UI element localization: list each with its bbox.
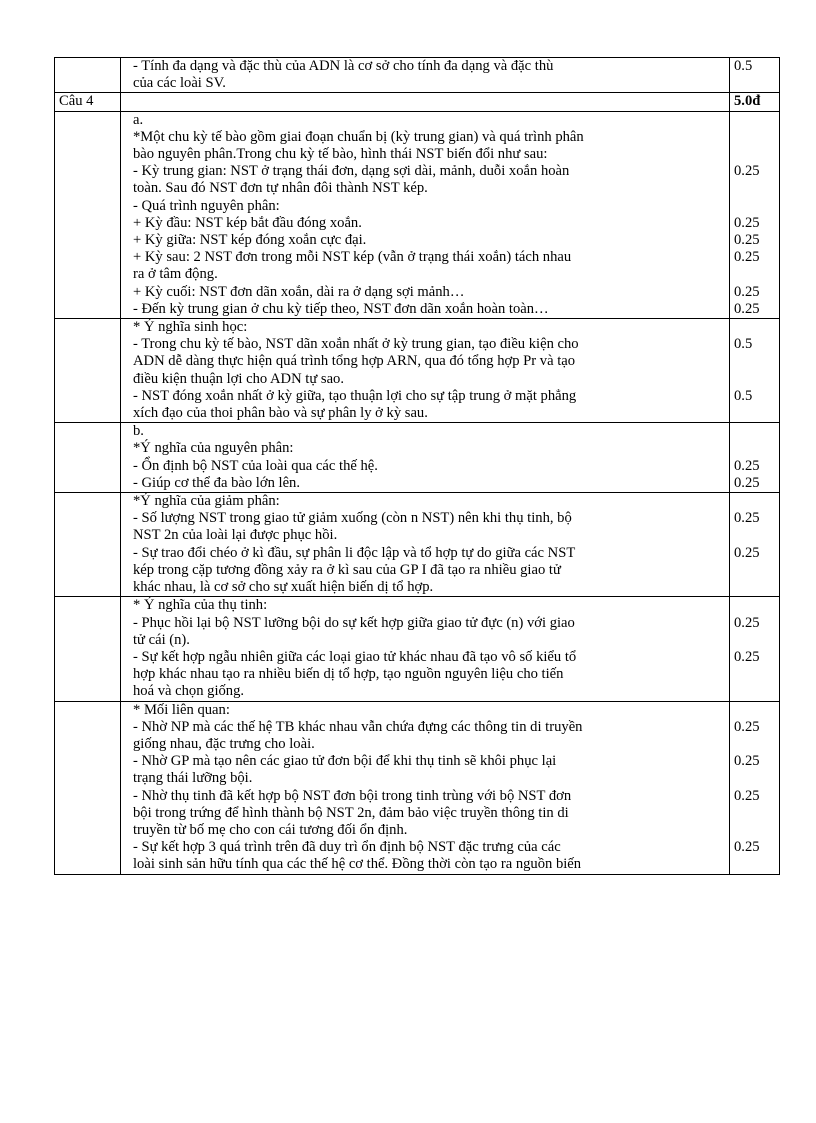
score-cell [730,423,780,493]
table-row [55,319,780,423]
score-value [734,822,775,839]
answer-line: xích đạo của thoi phân bào và sự phân ly ở kỳ sau. [133,405,428,422]
answer-key-body [55,58,780,875]
answer-line: kép trong cặp tương đồng xảy ra ở kì sau của GP I đã tạo ra nhiều giao tử [133,561,561,578]
answer-line: * Mối liên quan: [133,701,230,718]
answer-line: hợp khác nhau tạo ra nhiều biến dị tổ hợp, tạo nguồn nguyên liệu cho tiến [133,666,564,683]
table-row [55,423,780,493]
table-row [55,58,780,93]
answer-content-cell [121,319,730,423]
score-value: 0.25 [734,510,760,527]
score-value [734,493,775,510]
answer-content-cell [121,701,730,874]
answer-line: toàn. Sau đó NST đơn tự nhân đôi thành NST kép. [133,180,428,197]
score-value [734,180,775,197]
score-cell [730,111,780,318]
score-value: 0.25 [734,753,760,770]
question-label-cell [55,58,121,93]
score-value [734,597,775,614]
answer-line: *Một chu kỳ tế bào gồm giai đoạn chuẩn bị (kỳ trung gian) và quá trình phân [133,128,584,145]
score-value: 0.5 [734,387,753,404]
score-value: 0.25 [734,544,760,561]
score-value [734,770,775,787]
score-value [734,146,775,163]
answer-content-cell [121,58,730,93]
question-label-cell [55,493,121,597]
score-value: 5.0đ [734,93,761,110]
question-label-cell [55,423,121,493]
answer-line: loài sinh sản hữu tính qua các thế hệ cơ thể. Đồng thời còn tạo ra nguồn biến [133,856,582,873]
score-value: 0.25 [734,214,760,231]
score-cell [730,93,780,111]
answer-line: giống nhau, đặc trưng cho loài. [133,735,315,752]
answer-content-cell [121,111,730,318]
score-value [734,440,775,457]
answer-line: *Ý nghĩa của nguyên phân: [133,440,294,457]
score-value [734,319,775,336]
score-value: 0.25 [734,474,760,491]
answer-line: bào nguyên phân.Trong chu kỳ tế bào, hình thái NST biến đổi như sau: [133,146,548,163]
question-label-cell [55,701,121,874]
answer-line: b. [133,423,144,440]
score-value [734,632,775,649]
answer-line: - Sự trao đổi chéo ở kì đầu, sự phân li độc lập và tổ hợp tự do giữa các NST [133,544,576,561]
score-value: 0.25 [734,718,760,735]
answer-line: ra ở tâm động. [133,266,218,283]
answer-line: truyền từ bố mẹ cho con cái tương đối ổn định. [133,821,408,838]
answer-content-cell [121,423,730,493]
answer-key-table [54,57,780,875]
score-cell [730,58,780,93]
table-row [55,93,780,111]
score-value [734,736,775,753]
answer-line: - Giúp cơ thể đa bào lớn lên. [133,474,301,491]
answer-line: - Sự kết hợp ngẫu nhiên giữa các loại giao tử khác nhau đã tạo vô số kiểu tổ [133,648,577,665]
score-value [734,129,775,146]
score-cell [730,493,780,597]
answer-line: - Sự kết hợp 3 quá trình trên đã duy trì ổn định bộ NST đặc trưng của các [133,839,561,856]
score-value [734,805,775,822]
answer-line: điều kiện thuận lợi cho ADN tự sao. [133,370,344,387]
answer-line: + Kỳ cuối: NST đơn dãn xoắn, dài ra ở dạng sợi mảnh… [133,283,465,300]
table-row [55,701,780,874]
score-value: 0.5 [734,336,753,353]
answer-line: - Trong chu kỳ tế bào, NST dãn xoắn nhất ở kỳ trung gian, tạo điều kiện cho [133,336,579,353]
answer-line: * Ý nghĩa sinh học: [133,319,248,336]
score-value [734,527,775,544]
question-label-cell [55,319,121,423]
answer-line: *Ý nghĩa của giảm phân: [133,493,280,510]
score-value [734,856,775,873]
score-value [734,371,775,388]
answer-line: của các loài SV. [133,75,226,92]
table-row [55,111,780,318]
score-value: 0.25 [734,839,760,856]
answer-line: - Kỳ trung gian: NST ở trạng thái đơn, dạng sợi dài, mảnh, duỗi xoắn hoàn [133,163,570,180]
answer-line: NST 2n của loài lại được phục hồi. [133,527,338,544]
score-cell [730,701,780,874]
score-value [734,562,775,579]
score-value [734,353,775,370]
answer-line [133,93,723,110]
answer-line: - Quá trình nguyên phân: [133,197,280,214]
answer-line: hoá và chọn giống. [133,683,245,700]
score-value [734,666,775,683]
score-value [734,579,775,596]
score-value: 0.25 [734,648,760,665]
answer-line: trạng thái lưỡng bội. [133,770,253,787]
answer-content-cell [121,597,730,701]
table-row [55,597,780,701]
answer-content-cell [121,93,730,111]
answer-line: + Kỳ giữa: NST kép đóng xoắn cực đại. [133,232,367,249]
answer-line: - Tính đa dạng và đặc thù của ADN là cơ sở cho tính đa dạng và đặc thù [133,58,554,74]
answer-line: - Phục hồi lại bộ NST lưỡng bội do sự kết hợp giữa giao tử đực (n) với giao [133,614,575,631]
question-label-cell: Câu 4 [55,93,121,111]
answer-line: - Đến kỳ trung gian ở chu kỳ tiếp theo, NST đơn dãn xoắn hoàn toàn… [133,300,549,317]
score-value: 0.25 [734,163,760,180]
answer-line: + Kỳ đầu: NST kép bắt đầu đóng xoắn. [133,214,362,231]
score-value: 0.25 [734,457,760,474]
score-value [734,198,775,215]
answer-line: * Ý nghĩa của thụ tinh: [133,597,268,614]
answer-line: ADN dễ dàng thực hiện quá trình tổng hợp ARN, qua đó tổng hợp Pr và tạo [133,353,576,370]
answer-line: tử cái (n). [133,631,190,648]
answer-line: + Kỳ sau: 2 NST đơn trong mỗi NST kép (vẫn ở trạng thái xoắn) tách nhau [133,249,572,266]
score-value [734,266,775,283]
answer-line: - Nhờ thụ tinh đã kết hợp bộ NST đơn bội trong tinh trùng với bộ NST đơn [133,787,572,804]
score-value: 0.25 [734,300,760,317]
score-value [734,405,775,422]
score-value [734,683,775,700]
question-label-cell [55,111,121,318]
score-value: 0.25 [734,283,760,300]
score-value: 0.25 [734,232,760,249]
score-value: 0.25 [734,614,760,631]
score-value: 0.25 [734,249,760,266]
answer-line: - Số lượng NST trong giao tử giảm xuống (còn n NST) nên khi thụ tinh, bộ [133,510,572,527]
answer-line: - NST đóng xoắn nhất ở kỳ giữa, tạo thuận lợi cho sự tập trung ở mặt phẳng [133,387,577,404]
score-cell [730,597,780,701]
score-value: 0.5 [734,58,753,74]
score-value [734,702,775,719]
answer-content-cell [121,493,730,597]
score-cell [730,319,780,423]
question-label-cell [55,597,121,701]
answer-line: - Nhờ NP mà các thế hệ TB khác nhau vẫn chứa đựng các thông tin di truyền [133,718,583,735]
score-value [734,423,775,440]
score-value [734,112,775,129]
answer-line: khác nhau, là cơ sở cho sự xuất hiện biến dị tổ hợp. [133,579,434,596]
answer-line: - Ổn định bộ NST của loài qua các thế hệ. [133,457,378,474]
answer-line: a. [133,111,144,128]
score-value: 0.25 [734,787,760,804]
table-row [55,493,780,597]
answer-line: bội trong trứng để hình thành bộ NST 2n, đảm bảo việc truyền thông tin di [133,804,569,821]
answer-line: - Nhờ GP mà tạo nên các giao tử đơn bội để khi thụ tinh sẽ khôi phục lại [133,753,557,770]
